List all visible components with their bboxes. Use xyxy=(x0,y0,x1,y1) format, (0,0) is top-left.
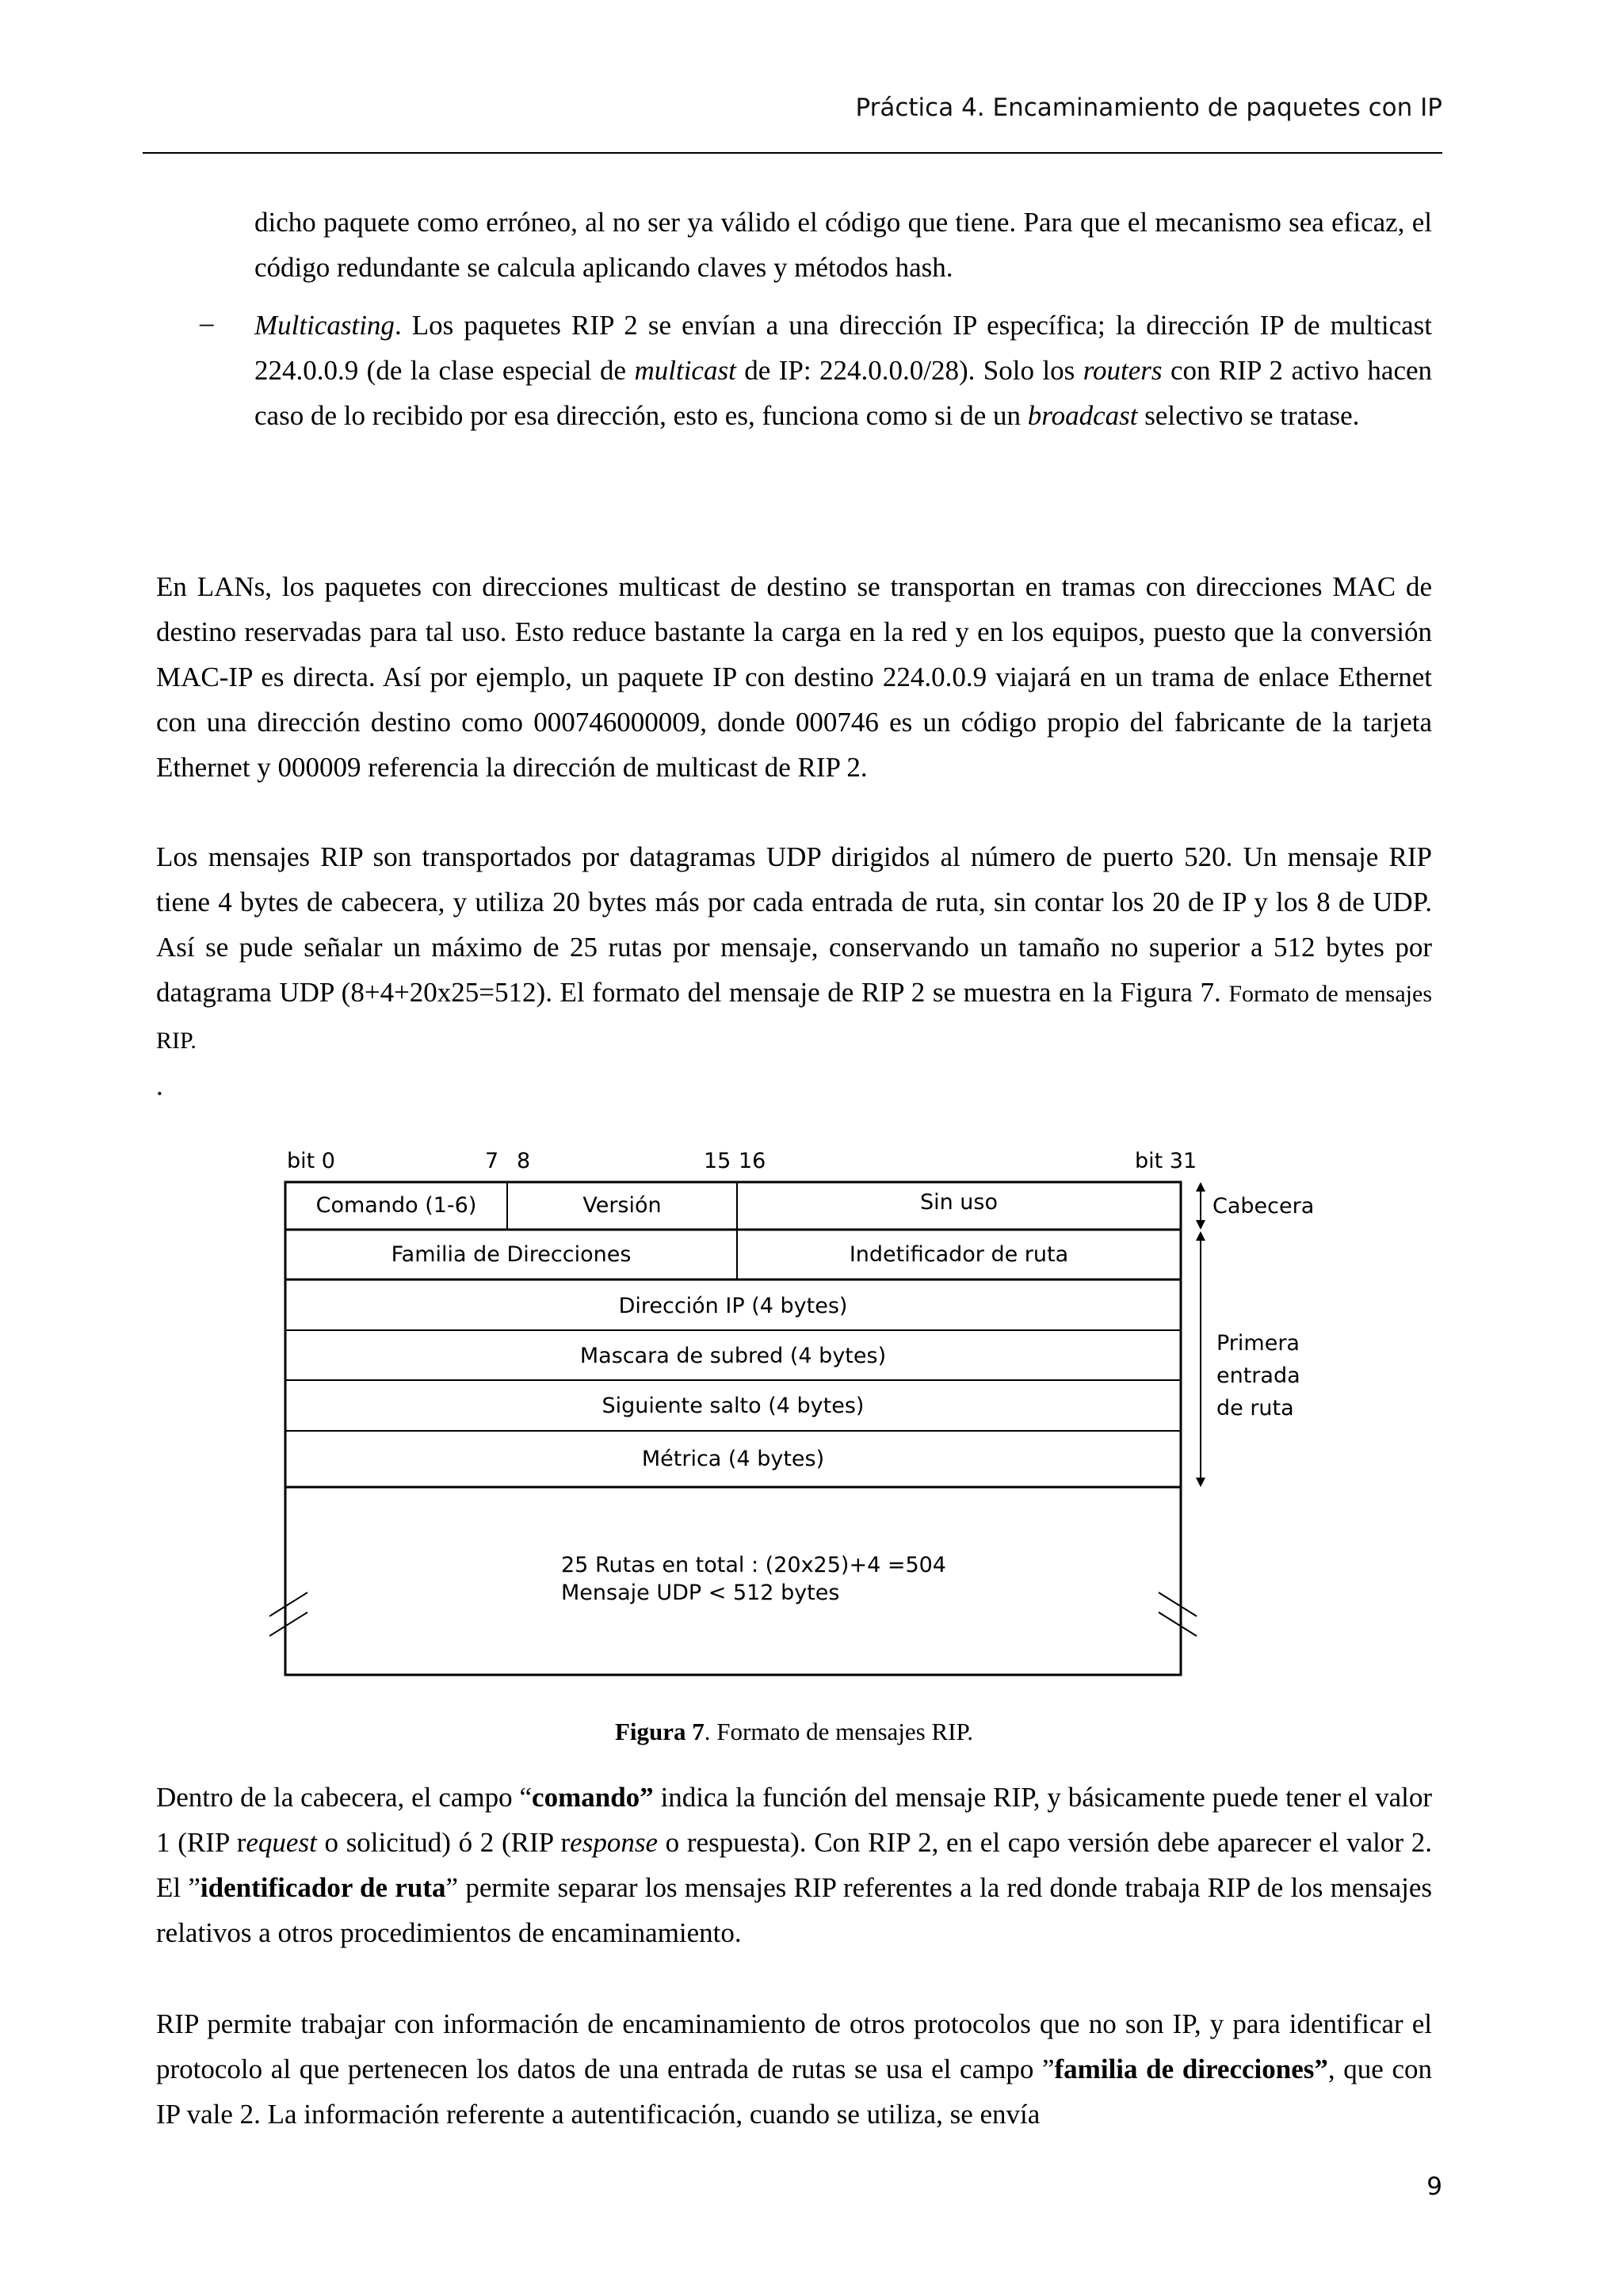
udp-size-line: Mensaje UDP < 512 bytes xyxy=(561,1581,840,1605)
bit-label-7: 7 xyxy=(485,1149,499,1173)
field-sin-uso: Sin uso xyxy=(919,1190,999,1215)
bit-label-31: bit 31 xyxy=(1135,1149,1197,1173)
rip-format-diagram xyxy=(269,1141,1347,1711)
figure-caption: Figura 7. Formato de mensajes RIP. xyxy=(614,1718,974,1745)
side-label-de-ruta: de ruta xyxy=(1216,1396,1294,1421)
field-mascara: Mascara de subred (4 bytes) xyxy=(579,1344,887,1368)
protocolos-paragraph: RIP permite trabajar con información de encaminamiento de otros protocolos que no son IP, y para identificar el protocolo al que pertenecen los datos de una entrada de rutas se usa el campo ”familia de direcciones”, que con IP vale 2. La información referente a autentificación, cuando se utiliza, se envía xyxy=(156,2008,1433,2130)
bit-label-8: 8 xyxy=(517,1149,531,1173)
break-mark-left-a xyxy=(269,1592,307,1616)
page-header: Práctica 4. Encaminamiento de paquetes con IP xyxy=(855,93,1442,122)
break-mark-left-b xyxy=(269,1612,307,1636)
field-identificador-ruta: Indetificador de ruta xyxy=(849,1242,1069,1267)
term-multicasting: Multicasting xyxy=(254,310,395,341)
lans-paragraph: En LANs, los paquetes con direcciones multicast de destino se transportan en tramas con direcciones MAC de destino reservadas para tal uso. Esto reduce bastante la carga en la red y en los equipos, puesto que la conversión MAC-IP es directa. Así por ejemplo, un paquete IP con destino 224.0.0.9 viajará en un trama de enlace Ethernet con una dirección destino como 000746000009, donde 000746 es un código propio del fabricante de la tarjeta Ethernet y 000009 referencia la dirección de multicast de RIP 2. xyxy=(156,571,1432,783)
figure-reference: Formato de mensajes RIP. xyxy=(156,981,1432,1054)
side-label-entrada: entrada xyxy=(1216,1363,1300,1388)
break-mark-right-a xyxy=(1159,1592,1197,1616)
page-number: 9 xyxy=(1426,2172,1442,2201)
bit-label-15: 15 xyxy=(704,1149,731,1173)
side-label-cabecera: Cabecera xyxy=(1212,1194,1315,1219)
bullet-dash: – xyxy=(200,307,214,338)
break-mark-right-b xyxy=(1159,1612,1197,1636)
multicasting-bullet: Multicasting. Los paquetes RIP 2 se envían a una dirección IP específica; la dirección IP de multicast 224.0.0.9 (de la clase especial de multicast de IP: 224.0.0.0/28). Solo los routers con RIP 2 activo hacen caso de lo recibido por esa dirección, esto es, funciona como si de un broadcast selectivo se tratase. xyxy=(254,310,1433,431)
side-label-primera: Primera xyxy=(1216,1331,1300,1356)
cabecera-paragraph: Dentro de la cabecera, el campo “comando” indica la función del mensaje RIP, y básicamente puede tener el valor 1 (RIP request o solicitud) ó 2 (RIP response o respuesta). Con RIP 2, en el capo versión debe aparecer el valor 2. El ”identificador de ruta” permite separar los mensajes RIP referentes a la red donde trabaja RIP de los mensajes relativos a otros procedimientos de encaminamiento. xyxy=(156,1782,1433,1948)
field-comando: Comando (1-6) xyxy=(315,1193,477,1218)
continued-paragraph: dicho paquete como erróneo, al no ser ya válido el código que tiene. Para que el mecanismo sea eficaz, el código redundante se calcula aplicando claves y métodos hash. xyxy=(254,207,1432,283)
field-version: Versión xyxy=(582,1193,662,1218)
bit-label-0: bit 0 xyxy=(287,1149,335,1173)
total-routes-line: 25 Rutas en total : (20x25)+4 =504 xyxy=(561,1553,946,1577)
header-rule xyxy=(143,152,1442,154)
mensajes-paragraph: Los mensajes RIP son transportados por datagramas UDP dirigidos al número de puerto 520. Un mensaje RIP tiene 4 bytes de cabecera, y utiliza 20 bytes más por cada entrada de ruta, sin contar los 20 de IP y los 8 de UDP. Así se pude señalar un máximo de 25 rutas por mensaje, conservando un tamaño no superior a 512 bytes por datagrama UDP (8+4+20x25=512). El formato del mensaje de RIP 2 se muestra en la Figura 7. Formato de mensajes RIP. . xyxy=(156,841,1432,1101)
field-siguiente-salto: Siguiente salto (4 bytes) xyxy=(601,1394,865,1418)
field-familia: Familia de Direcciones xyxy=(391,1242,632,1267)
bit-label-16: 16 xyxy=(739,1149,766,1173)
field-metrica: Métrica (4 bytes) xyxy=(641,1447,825,1471)
field-direccion-ip: Dirección IP (4 bytes) xyxy=(618,1294,848,1318)
rip-format-figure xyxy=(269,1141,1347,1711)
